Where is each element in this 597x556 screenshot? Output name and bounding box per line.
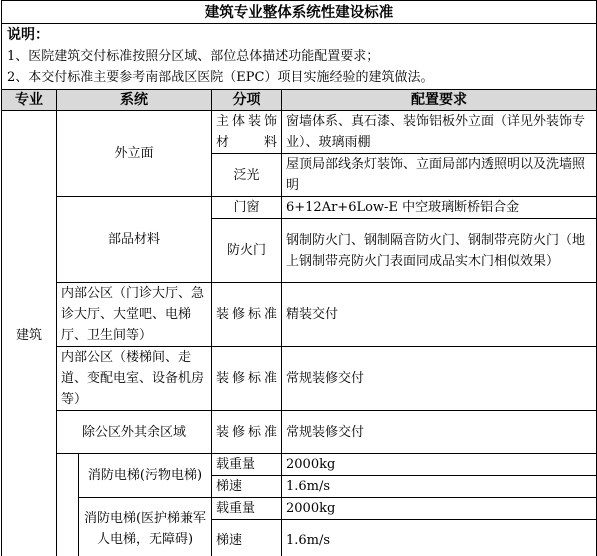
requirement-cell: 精装交付 (282, 283, 597, 347)
requirement-cell: 6+12Ar+6Low-E 中空玻璃断桥铝合金 (282, 197, 597, 219)
requirement-cell: 2000kg (282, 498, 597, 520)
subitem-cell: 梯速 (212, 520, 282, 556)
table-row (2, 111, 597, 154)
subitem-cell: 梯速 (212, 476, 282, 498)
elevator-fire-2: 消防电梯(医护梯兼军人电梯，无障碍) (79, 498, 212, 556)
requirement-cell: 1.6m/s (282, 520, 597, 556)
note-line-2: 2、本交付标准主要参考南部战区医院（EPC）项目实施经验的建筑做法。 (7, 70, 434, 85)
header-requirement: 配置要求 (282, 90, 597, 111)
elevator-fire-1: 消防电梯(污物电梯) (79, 454, 212, 498)
page-title: 建筑专业整体系统性建设标准 (2, 1, 597, 24)
requirement-cell: 常规装修交付 (282, 411, 597, 454)
table-row (2, 411, 597, 454)
subitem-cell: 主体装饰材料 (212, 111, 282, 154)
elevator-group-cell (57, 454, 79, 556)
table-row (2, 454, 597, 476)
table-row (2, 347, 597, 411)
requirement-cell: 常规装修交付 (282, 347, 597, 411)
subitem-cell: 装修标准 (212, 283, 282, 347)
subitem-cell: 防火门 (212, 219, 282, 283)
requirement-cell: 钢制防火门、钢制隔音防火门、钢制带亮防火门（地上钢制带亮防火门表面同成品实木门相似效果） (282, 219, 597, 283)
subitem-cell: 泛光 (212, 154, 282, 197)
table-row (2, 197, 597, 219)
discipline-cell: 建筑 (2, 111, 57, 556)
header-discipline: 专业 (2, 90, 57, 111)
subitem-cell: 装修标准 (212, 347, 282, 411)
system-other-areas: 除公区外其余区域 (57, 411, 212, 454)
subitem-cell: 载重量 (212, 498, 282, 520)
subitem-cell: 门窗 (212, 197, 282, 219)
system-public-area-2: 内部公区（楼梯间、走道、变配电室、设备机房等） (57, 347, 212, 411)
system-components: 部品材料 (57, 197, 212, 283)
header-system: 系统 (57, 90, 212, 111)
note-line-1: 1、医院建筑交付标准按照分区域、部位总体描述功能配置要求； (7, 49, 380, 64)
subitem-cell: 装修标准 (212, 411, 282, 454)
header-subitem: 分项 (212, 90, 282, 111)
table-header (2, 90, 597, 111)
subitem-cell: 载重量 (212, 454, 282, 476)
table-row (2, 283, 597, 347)
notes-label: 说明： (7, 27, 49, 43)
requirement-cell: 2000kg (282, 454, 597, 476)
system-facade: 外立面 (57, 111, 212, 197)
table-row (2, 498, 597, 520)
system-public-area-1: 内部公区（门诊大厅、急诊大厅、大堂吧、电梯厅、卫生间等） (57, 283, 212, 347)
requirement-cell: 1.6m/s (282, 476, 597, 498)
requirement-cell: 窗墙体系、真石漆、装饰铝板外立面（详见外装饰专业）、玻璃雨棚 (282, 111, 597, 154)
notes-block (2, 24, 597, 90)
standards-table (1, 0, 597, 556)
requirement-cell: 屋顶局部线条灯装饰、立面局部内透照明以及洗墙照明 (282, 154, 597, 197)
